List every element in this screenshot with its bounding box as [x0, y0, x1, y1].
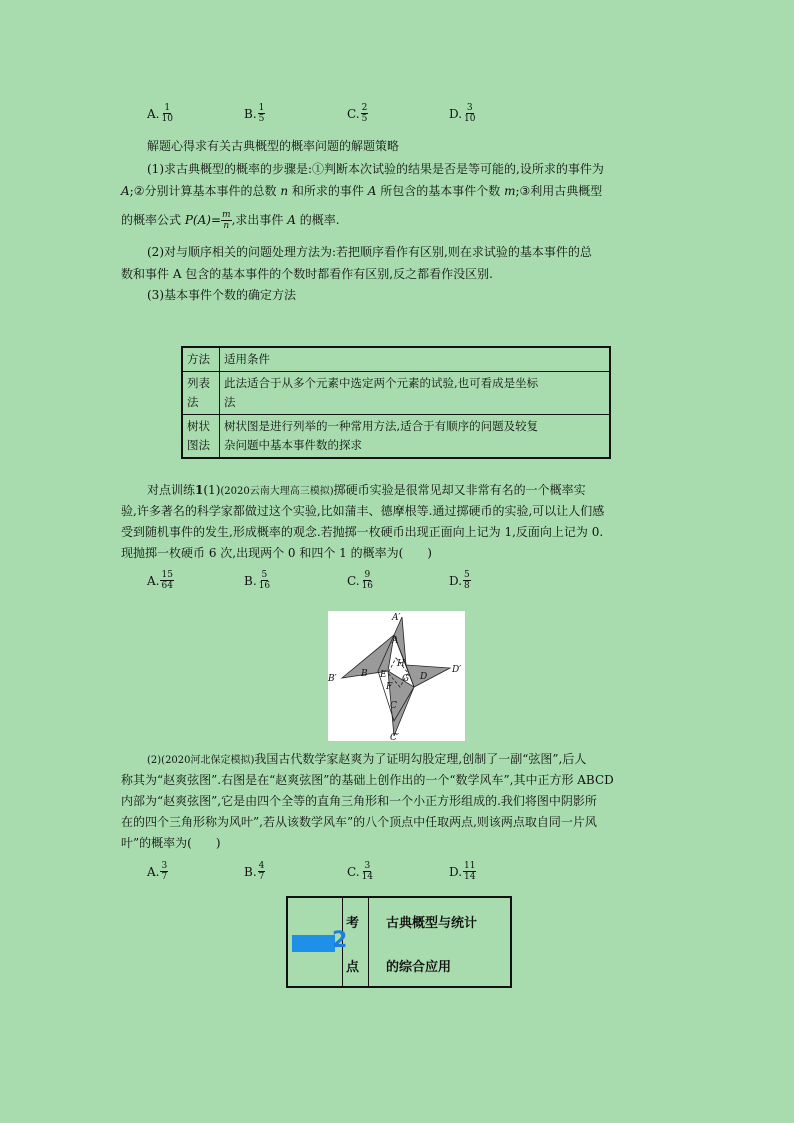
strategy-p3: (3)基本事件个数的确定方法	[147, 288, 296, 302]
kao-bottom: 点	[346, 960, 360, 975]
table-cell-method: 树状 图法	[182, 415, 220, 459]
q2-option-c: C. $\frac{3}{14}$	[347, 861, 374, 882]
fraction: $\frac{11}{14}$	[464, 861, 476, 882]
q0-option-b: B. $\frac{1}{5}$	[244, 103, 265, 124]
q2-options	[147, 861, 487, 891]
section-title-line2: 的综合应用	[386, 960, 452, 975]
q0-option-d: D. $\frac{3}{10}$	[449, 103, 476, 124]
windmill-figure	[328, 611, 465, 741]
fraction: $\frac{3}{10}$	[464, 103, 476, 124]
divider	[368, 898, 369, 986]
fraction: $\frac{3}{14}$	[361, 861, 374, 882]
fraction: $\frac{2}{5}$	[361, 103, 368, 124]
fraction: $\frac{3}{7}$	[161, 861, 168, 882]
strategy-p1-line1: (1)求古典概型的概率的步骤是:①判断本次试验的结果是否是等可能的,设所求的事件为	[147, 162, 604, 176]
formula-fraction: $\frac{m}{n}$	[222, 210, 231, 231]
fraction: $\frac{9}{16}$	[361, 570, 374, 591]
q1-line3: 受到随机事件的发生,形成概率的观念.若抛掷一枚硬币出现正面向上记为 1,反面向上记为 0.	[121, 525, 604, 539]
label-e: E	[380, 670, 387, 680]
q1-options	[147, 570, 487, 600]
label-h: H	[397, 659, 405, 669]
label-a-prime: A′	[392, 613, 401, 623]
strategy-p1-line3: 的概率公式 P(A)= $\frac{m}{n}$ ,求出事件 A 的概率.	[121, 210, 340, 231]
q1-line1: 对点训练1(1)(2020云南大理高三模拟)掷硬币实验是很常见却又非常有名的一个概率实	[147, 483, 586, 497]
strategy-heading: 解题心得求有关古典概型的概率问题的解题策略	[147, 139, 400, 153]
q1-option-a: A. $\frac{15}{64}$	[147, 570, 173, 591]
strategy-p2-line2: 数和事件 A 包含的基本事件的个数时都看作有区别,反之都看作没区别.	[121, 267, 493, 281]
table-header-row	[182, 347, 610, 372]
strategy-p2-line1: (2)对与顺序相关的问题处理方法为:若把顺序看作有区别,则在求试验的基本事件的总	[147, 245, 592, 259]
table-cell-condition: 树状图是进行列举的一种常用方法,适合于有顺序的问题及较复 杂问题中基本事件数的探求	[220, 415, 611, 459]
section-title-line1: 古典概型与统计	[386, 916, 478, 931]
q1-option-c: C. $\frac{9}{16}$	[347, 570, 374, 591]
label-b-prime: B′	[328, 674, 337, 684]
fraction: $\frac{1}{10}$	[161, 103, 173, 124]
q1-option-d: D. $\frac{5}{8}$	[449, 570, 470, 591]
section-header-box	[286, 896, 512, 988]
label-a: A	[392, 636, 399, 646]
q2-line1: (2)(2020河北保定模拟)我国古代数学家赵爽为了证明勾股定理,创制了一副“弦图”,后人	[147, 752, 587, 766]
methods-table	[181, 346, 611, 459]
fraction: $\frac{5}{8}$	[464, 570, 470, 591]
label-c-prime: C′	[390, 733, 399, 741]
section-badge	[292, 935, 335, 952]
label-d-prime: D′	[452, 665, 462, 675]
q1-line2: 验,许多著名的科学家都做过这个实验,比如蒲丰、德摩根等.通过掷硬币的实验,可以让人们感	[121, 504, 605, 518]
fraction: $\frac{5}{16}$	[258, 570, 271, 591]
label-f: F	[386, 682, 393, 692]
q0-options	[147, 103, 487, 133]
label-d: D	[420, 672, 428, 682]
q1-option-b: B. $\frac{5}{16}$	[244, 570, 271, 591]
table-header-cell: 方法	[182, 347, 220, 372]
q2-option-b: B. $\frac{4}{7}$	[244, 861, 265, 882]
label-c: C	[390, 701, 397, 711]
strategy-p1-line2: A;②分别计算基本事件的总数 n 和所求的事件 A 所包含的基本事件个数 m;③利用古典概型	[121, 184, 603, 198]
fraction: $\frac{4}{7}$	[258, 861, 265, 882]
table-row	[182, 415, 610, 459]
section-number: 2	[332, 928, 348, 953]
kao-top: 考	[346, 916, 360, 931]
fraction: $\frac{1}{5}$	[258, 103, 265, 124]
table-row	[182, 372, 610, 415]
q2-line5: 叶”的概率为( )	[121, 836, 221, 850]
fraction: $\frac{15}{64}$	[161, 570, 173, 591]
label-g: G	[402, 674, 410, 684]
q0-option-c: C. $\frac{2}{5}$	[347, 103, 368, 124]
q2-line4: 在的四个三角形称为风叶”,若从该数学风车”的八个顶点中任取两点,则该两点取自同一片风	[121, 815, 597, 829]
q2-option-a: A. $\frac{3}{7}$	[147, 861, 168, 882]
q1-line4: 现抛掷一枚硬币 6 次,出现两个 0 和四个 1 的概率为( )	[121, 546, 432, 560]
q2-line3: 内部为“赵爽弦图”,它是由四个全等的直角三角形和一个小正方形组成的.我们将图中阴影所	[121, 794, 597, 808]
windmill-diagram	[328, 611, 465, 741]
table-header-cell: 适用条件	[220, 347, 611, 372]
q2-line2: 称其为“赵爽弦图”.右图是在“赵爽弦图”的基础上创作出的一个“数学风车”,其中正方形 ABCD	[121, 773, 614, 787]
table-cell-condition: 此法适合于从多个元素中选定两个元素的试验,也可看成是坐标 法	[220, 372, 611, 415]
q0-option-a: A. $\frac{1}{10}$	[147, 103, 173, 124]
label-b: B	[361, 669, 368, 679]
table-cell-method: 列表 法	[182, 372, 220, 415]
q2-option-d: D. $\frac{11}{14}$	[449, 861, 476, 882]
